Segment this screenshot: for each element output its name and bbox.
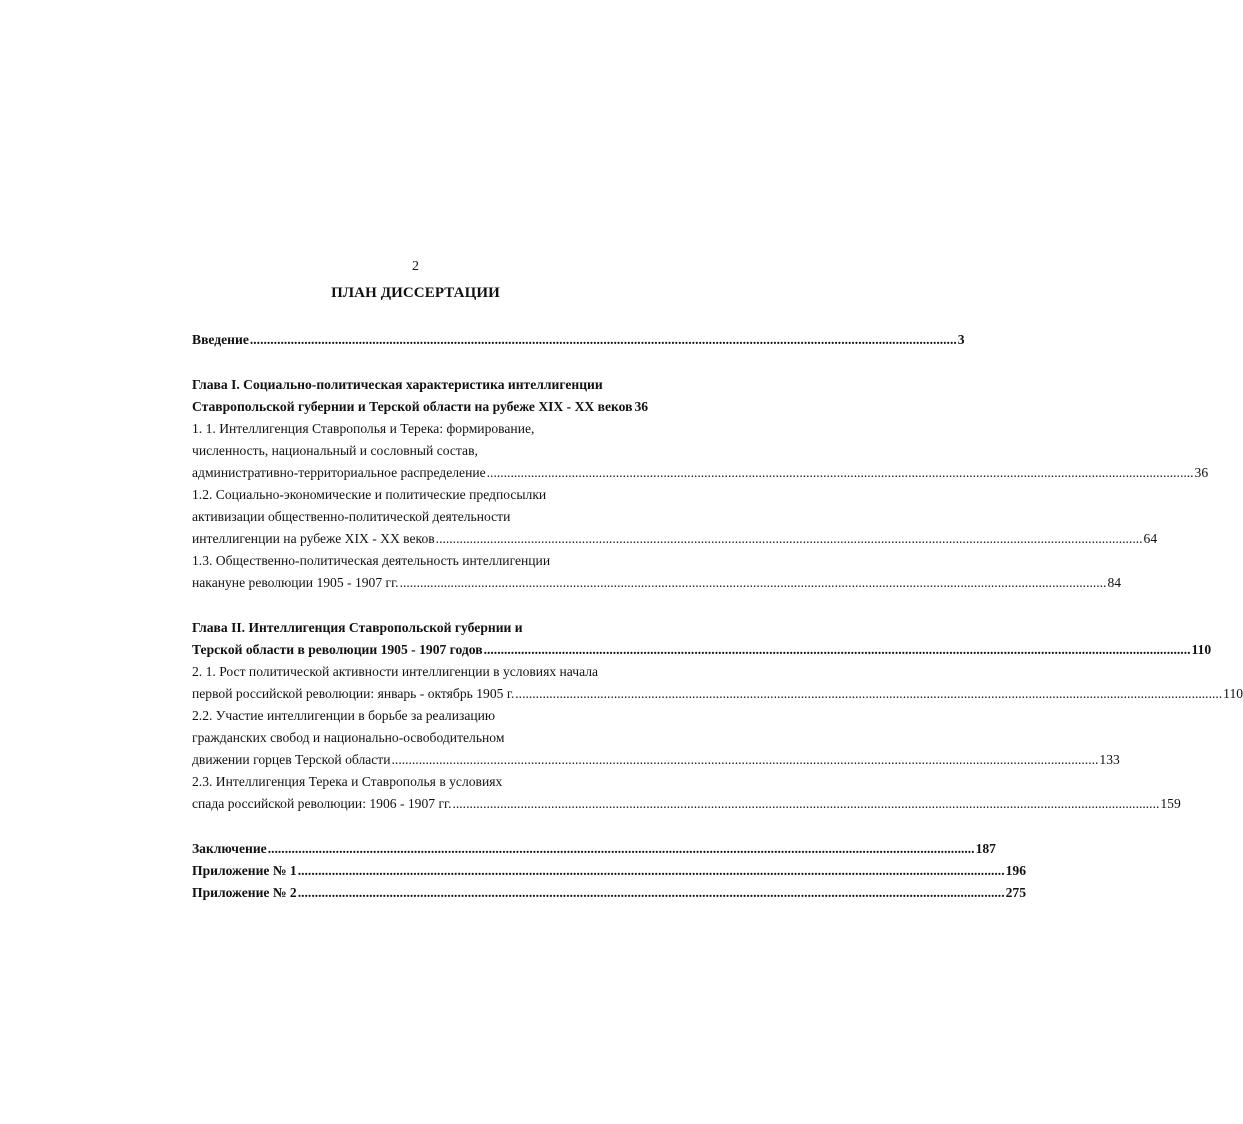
toc-entry-section-1-2 — [192, 528, 1158, 550]
section-2-2-line: гражданских свобод и национально-освободительном — [192, 730, 505, 745]
page-number: 2 — [412, 259, 419, 274]
section-2-3-line: 2.3. Интеллигенция Терека и Ставрополья в условиях — [192, 774, 503, 789]
toc-page-number: 196 — [1005, 863, 1026, 878]
toc-page-number: 36 — [634, 399, 649, 414]
toc-entry-section-1-1 — [192, 462, 1209, 484]
section-1-3-line: 1.3. Общественно-политическая деятельность интеллигенции — [192, 553, 551, 568]
toc-entry-text: накануне революции 1905 - 1907 гг. — [192, 575, 399, 590]
dot-leader — [268, 838, 975, 860]
section-1-1-line: 1. 1. Интеллигенция Ставрополья и Терека: формирование, — [192, 421, 535, 436]
toc-entry-text: интеллигенции на рубеже XIX - XX веков — [192, 531, 435, 546]
toc-entry-text: административно-территориальное распределение — [192, 465, 486, 480]
section-1-1-line: численность, национальный и сословный состав, — [192, 443, 478, 458]
toc-page-number: 36 — [1194, 465, 1209, 480]
chapter-2-title: Глава II. Интеллигенция Ставропольской губернии и — [192, 620, 523, 635]
table-of-contents — [192, 329, 1243, 904]
dot-leader — [452, 793, 1159, 815]
toc-entry-appendix-2 — [192, 882, 1026, 904]
toc-entry-text: Ставропольской губернии и Терской области на рубеже XIX - XX веков — [192, 399, 633, 414]
toc-page-number: 133 — [1099, 752, 1120, 767]
toc-page-number: 3 — [957, 332, 965, 347]
toc-entry-text: Заключение — [192, 841, 267, 856]
section-2-1-line: 2. 1. Рост политической активности интеллигенции в условиях начала — [192, 664, 599, 679]
section-1-2-line: 1.2. Социально-экономические и политические предпосылки — [192, 487, 547, 502]
toc-entry-chapter-2 — [192, 639, 1212, 661]
toc-entry-intro — [192, 329, 965, 351]
chapter-1-title: Глава I. Социально-политическая характеристика интеллигенции — [192, 377, 603, 392]
toc-page-number: 84 — [1107, 575, 1122, 590]
toc-page-number: 159 — [1160, 796, 1181, 811]
toc-entry-text: Приложение № 2 — [192, 885, 297, 900]
section-2-2-line: 2.2. Участие интеллигенции в борьбе за реализацию — [192, 708, 496, 723]
dot-leader — [250, 329, 957, 351]
toc-entry-text: Приложение № 1 — [192, 863, 297, 878]
toc-page-number: 275 — [1005, 885, 1026, 900]
toc-entry-chapter-1 — [192, 396, 649, 418]
toc-page-number: 110 — [1191, 642, 1212, 657]
dot-leader — [392, 749, 1099, 771]
dot-leader — [400, 572, 1107, 594]
toc-entry-appendix-1 — [192, 860, 1026, 882]
toc-entry-section-2-1 — [192, 683, 1243, 705]
toc-entry-section-2-2 — [192, 749, 1120, 771]
toc-entry-section-2-3 — [192, 793, 1181, 815]
dot-leader — [484, 639, 1191, 661]
toc-entry-text: первой российской революции: январь - октябрь 1905 г. — [192, 686, 515, 701]
dot-leader — [487, 462, 1194, 484]
toc-entry-text: спада российской революции: 1906 - 1907 гг. — [192, 796, 452, 811]
toc-entry-section-1-3 — [192, 572, 1122, 594]
toc-page-number: 187 — [975, 841, 996, 856]
toc-entry-text: Введение — [192, 332, 249, 347]
dot-leader — [298, 882, 1005, 904]
page-title: ПЛАН ДИССЕРТАЦИИ — [331, 285, 500, 301]
toc-entry-conclusion — [192, 838, 996, 860]
dot-leader — [298, 860, 1005, 882]
toc-page-number: 110 — [1223, 686, 1243, 701]
toc-entry-text: Терской области в революции 1905 - 1907 годов — [192, 642, 483, 657]
toc-entry-text: движении горцев Терской области — [192, 752, 391, 767]
dot-leader — [436, 528, 1143, 550]
toc-page-number: 64 — [1143, 531, 1158, 546]
dot-leader — [515, 683, 1222, 705]
section-1-2-line: активизации общественно-политической деятельности — [192, 509, 511, 524]
